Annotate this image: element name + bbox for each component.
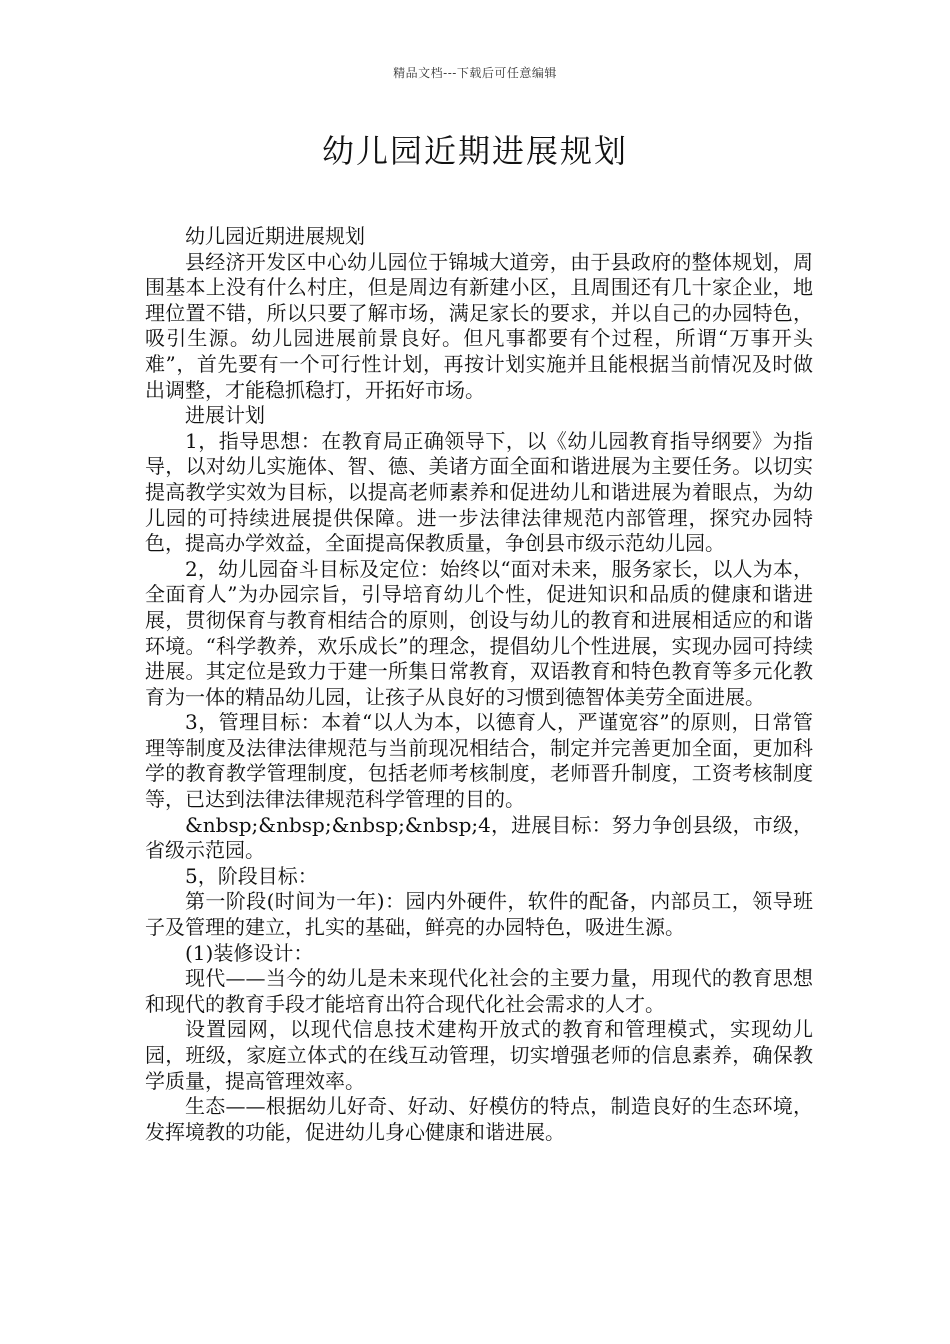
paragraph-intro: 县经济开发区中心幼儿园位于锦城大道旁，由于县政府的整体规划，周围基本上没有什么村庄，但是周边有新建小区，且周围还有几十家企业，地理位置不错，所以只要了解市场，满足家长的要求，并以自己的办园特色，吸引生源。幼儿园进展前景良好。但凡事都要有个过程，所谓“万事开头难”，首先要有一个可行性计划，再按计划实施并且能根据当前情况及时做出调整，才能稳抓稳打，开拓好市场。 [145,249,813,402]
paragraph-decoration-design: (1)装修设计： [185,940,314,965]
page-header: 精品文档---下载后可任意编辑 [393,66,557,80]
section-heading-plan: 进展计划 [185,403,265,428]
paragraph-campus-network: 设置园网，以现代信息技术建构开放式的教育和管理模式，实现幼儿园，班级，家庭立体式的在线互动管理，切实增强老师的信息素养，确保教学质量，提高管理效率。 [145,1017,813,1093]
paragraph-stage-one: 第一阶段(时间为一年)：园内外硬件，软件的配备，内部员工，领导班子及管理的建立，扎实的基础，鲜亮的办园特色，吸进生源。 [145,889,813,940]
paragraph-guiding-idea: 1，指导思想：在教育局正确领导下，以《幼儿园教育指导纲要》为指导，以对幼儿实施体、智、德、美诸方面全面和谐进展为主要任务。以切实提高教学实效为目标，以提高老师素养和促进幼儿和谐进展为着眼点，为幼儿园的可持续进展提供保障。进一步法律法律规范内部管理，探究办园特色，提高办学效益，全面提高保教质量，争创县市级示范幼儿园。 [145,428,813,556]
paragraph-management-goal: 3，管理目标：本着“以人为本，以德育人，严谨宽容”的原则，日常管理等制度及法律法律规范与当前现况相结合，制定并完善更加全面，更加科学的教育教学管理制度，包括老师考核制度，老师晋升制度，工资考核制度等，已达到法律法律规范科学管理的目的。 [145,710,813,812]
paragraph-subtitle: 幼儿园近期进展规划 [185,224,365,248]
document-title: 幼儿园近期进展规划 [321,132,628,170]
paragraph-goal-positioning: 2，幼儿园奋斗目标及定位：始终以“面对未来，服务家长，以人为本，全面育人”为办园宗旨，引导培育幼儿个性，促进知识和品质的健康和谐进展，贯彻保育与教育相结合的原则，创设与幼儿的教育和进展相适应的和谐环境。“科学教养，欢乐成长”的理念，提倡幼儿个性进展，实现办园可持续进展。其定位是致力于建一所集日常教育，双语教育和特色教育等多元化教育为一体的精品幼儿园，让孩子从良好的习惯到德智体美劳全面进展。 [145,556,813,709]
paragraph-development-goal: &nbsp;&nbsp;&nbsp;&nbsp;4，进展目标：努力争创县级，市级，省级示范园。 [145,812,813,863]
document-body [145,224,813,1145]
paragraph-modern: 现代——当今的幼儿是未来现代化社会的主要力量，用现代的教育思想和现代的教育手段才能培育出符合现代化社会需求的人才。 [145,966,813,1016]
paragraph-ecology: 生态——根据幼儿好奇、好动、好模仿的特点，制造良好的生态环境，发挥境教的功能，促进幼儿身心健康和谐进展。 [145,1094,813,1144]
paragraph-stage-goal: 5，阶段目标： [185,863,318,888]
